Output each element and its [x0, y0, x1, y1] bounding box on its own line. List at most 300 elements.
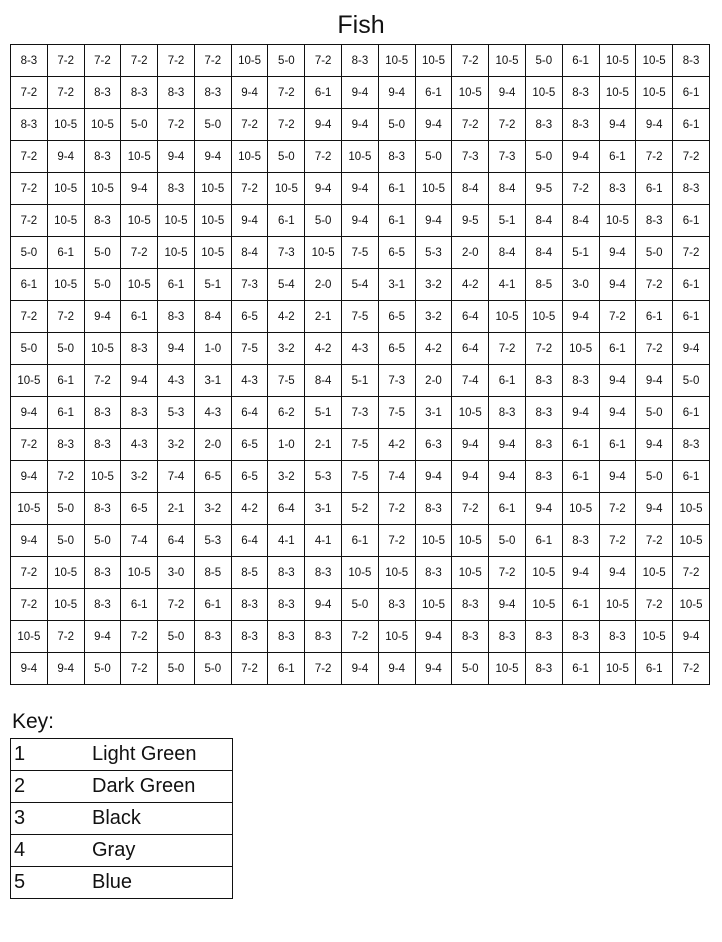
grid-cell: 7-2 [489, 109, 526, 141]
grid-cell: 10-5 [415, 589, 452, 621]
grid-cell: 5-1 [342, 365, 379, 397]
grid-cell: 6-4 [452, 301, 489, 333]
grid-cell: 6-5 [194, 461, 231, 493]
grid-cell: 3-2 [194, 493, 231, 525]
grid-cell: 8-3 [84, 493, 121, 525]
key-color-name: Light Green [84, 739, 233, 771]
grid-cell: 10-5 [194, 237, 231, 269]
grid-row [11, 493, 710, 525]
key-color-name: Gray [84, 835, 233, 867]
grid-cell: 7-2 [452, 45, 489, 77]
grid-cell: 9-4 [489, 77, 526, 109]
grid-cell: 10-5 [231, 141, 268, 173]
grid-cell: 6-1 [562, 589, 599, 621]
grid-cell: 9-4 [489, 461, 526, 493]
grid-cell: 5-3 [194, 525, 231, 557]
grid-cell: 9-4 [121, 365, 158, 397]
grid-cell: 10-5 [84, 461, 121, 493]
grid-cell: 5-4 [268, 269, 305, 301]
grid-row [11, 525, 710, 557]
grid-row [11, 589, 710, 621]
grid-cell: 8-4 [525, 205, 562, 237]
grid-cell: 10-5 [415, 45, 452, 77]
grid-cell: 2-0 [194, 429, 231, 461]
grid-cell: 6-3 [415, 429, 452, 461]
grid-cell: 2-1 [158, 493, 195, 525]
grid-cell: 8-3 [268, 557, 305, 589]
grid-cell: 5-0 [305, 205, 342, 237]
grid-cell: 6-5 [231, 301, 268, 333]
grid-cell: 10-5 [342, 141, 379, 173]
grid-cell: 8-4 [562, 205, 599, 237]
grid-cell: 9-4 [342, 77, 379, 109]
grid-cell: 7-2 [342, 621, 379, 653]
grid-cell: 10-5 [121, 269, 158, 301]
grid-cell: 4-2 [452, 269, 489, 301]
grid-cell: 9-4 [11, 525, 48, 557]
grid-cell: 7-2 [47, 77, 84, 109]
grid-cell: 2-1 [305, 301, 342, 333]
grid-cell: 8-3 [11, 109, 48, 141]
grid-cell: 7-2 [158, 45, 195, 77]
grid-cell: 8-4 [489, 173, 526, 205]
grid-cell: 9-4 [342, 173, 379, 205]
grid-cell: 10-5 [452, 77, 489, 109]
grid-cell: 3-2 [121, 461, 158, 493]
grid-cell: 3-2 [158, 429, 195, 461]
grid-cell: 10-5 [489, 653, 526, 685]
grid-cell: 3-1 [378, 269, 415, 301]
grid-cell: 7-2 [11, 77, 48, 109]
grid-cell: 7-3 [231, 269, 268, 301]
grid-cell: 8-3 [562, 365, 599, 397]
grid-cell: 9-4 [305, 589, 342, 621]
grid-cell: 8-3 [84, 397, 121, 429]
grid-cell: 5-0 [158, 621, 195, 653]
grid-cell: 10-5 [636, 45, 673, 77]
grid-cell: 8-3 [84, 205, 121, 237]
grid-cell: 9-4 [11, 461, 48, 493]
grid-cell: 10-5 [599, 205, 636, 237]
grid-cell: 6-1 [194, 589, 231, 621]
grid-cell: 10-5 [599, 77, 636, 109]
grid-cell: 9-4 [489, 589, 526, 621]
grid-cell: 6-5 [378, 333, 415, 365]
grid-cell: 7-2 [47, 301, 84, 333]
grid-cell: 7-2 [673, 141, 710, 173]
grid-cell: 7-2 [525, 333, 562, 365]
puzzle-grid [10, 44, 710, 685]
grid-cell: 9-4 [636, 429, 673, 461]
grid-cell: 7-2 [636, 525, 673, 557]
grid-cell: 9-4 [636, 109, 673, 141]
grid-cell: 9-4 [599, 269, 636, 301]
grid-cell: 6-1 [562, 653, 599, 685]
grid-cell: 10-5 [452, 557, 489, 589]
grid-cell: 8-3 [84, 557, 121, 589]
grid-cell: 9-4 [415, 461, 452, 493]
grid-cell: 10-5 [47, 269, 84, 301]
grid-cell: 4-3 [194, 397, 231, 429]
grid-cell: 5-0 [11, 333, 48, 365]
grid-cell: 9-4 [342, 205, 379, 237]
grid-cell: 10-5 [121, 141, 158, 173]
grid-cell: 5-1 [194, 269, 231, 301]
grid-cell: 7-3 [342, 397, 379, 429]
grid-cell: 9-4 [415, 205, 452, 237]
grid-cell: 8-3 [11, 45, 48, 77]
grid-cell: 9-5 [452, 205, 489, 237]
grid-cell: 7-2 [194, 45, 231, 77]
grid-cell: 10-5 [305, 237, 342, 269]
grid-cell: 4-3 [158, 365, 195, 397]
grid-cell: 5-0 [525, 45, 562, 77]
grid-cell: 7-2 [673, 237, 710, 269]
grid-cell: 10-5 [194, 205, 231, 237]
grid-cell: 10-5 [525, 77, 562, 109]
grid-cell: 7-5 [268, 365, 305, 397]
grid-cell: 7-2 [11, 557, 48, 589]
grid-cell: 8-3 [636, 205, 673, 237]
grid-cell: 7-2 [11, 141, 48, 173]
grid-cell: 5-0 [84, 525, 121, 557]
grid-cell: 9-4 [599, 557, 636, 589]
grid-cell: 10-5 [47, 205, 84, 237]
grid-row [11, 557, 710, 589]
grid-cell: 9-4 [158, 141, 195, 173]
grid-cell: 6-5 [121, 493, 158, 525]
grid-cell: 7-2 [231, 653, 268, 685]
grid-cell: 7-2 [121, 653, 158, 685]
grid-cell: 5-0 [636, 237, 673, 269]
grid-cell: 6-1 [562, 461, 599, 493]
grid-cell: 9-4 [415, 653, 452, 685]
grid-cell: 8-3 [525, 429, 562, 461]
grid-cell: 9-4 [562, 397, 599, 429]
grid-cell: 2-0 [305, 269, 342, 301]
key-number: 4 [11, 835, 85, 867]
grid-cell: 7-2 [121, 237, 158, 269]
grid-cell: 10-5 [636, 621, 673, 653]
grid-cell: 10-5 [452, 397, 489, 429]
key-number: 2 [11, 771, 85, 803]
grid-cell: 8-3 [673, 429, 710, 461]
grid-row [11, 429, 710, 461]
grid-cell: 9-4 [415, 621, 452, 653]
grid-cell: 5-0 [194, 109, 231, 141]
grid-cell: 3-2 [268, 461, 305, 493]
grid-cell: 5-2 [342, 493, 379, 525]
grid-cell: 6-4 [231, 525, 268, 557]
grid-cell: 6-1 [489, 365, 526, 397]
grid-cell: 8-3 [673, 173, 710, 205]
key-row [11, 803, 233, 835]
grid-cell: 2-0 [452, 237, 489, 269]
grid-cell: 7-2 [599, 301, 636, 333]
grid-cell: 5-0 [268, 45, 305, 77]
grid-cell: 5-0 [342, 589, 379, 621]
grid-cell: 8-3 [562, 109, 599, 141]
grid-cell: 10-5 [562, 493, 599, 525]
grid-cell: 10-5 [47, 589, 84, 621]
grid-cell: 10-5 [673, 525, 710, 557]
grid-cell: 8-3 [525, 653, 562, 685]
grid-cell: 10-5 [378, 621, 415, 653]
grid-cell: 7-2 [305, 653, 342, 685]
grid-cell: 10-5 [673, 589, 710, 621]
grid-cell: 8-3 [378, 141, 415, 173]
grid-cell: 6-1 [673, 461, 710, 493]
grid-cell: 7-2 [11, 205, 48, 237]
grid-cell: 10-5 [47, 173, 84, 205]
grid-cell: 4-1 [268, 525, 305, 557]
grid-cell: 10-5 [11, 621, 48, 653]
grid-cell: 8-3 [231, 589, 268, 621]
grid-cell: 9-4 [599, 365, 636, 397]
grid-cell: 8-3 [525, 365, 562, 397]
grid-cell: 5-3 [415, 237, 452, 269]
grid-cell: 8-3 [378, 589, 415, 621]
grid-cell: 6-1 [673, 205, 710, 237]
grid-row [11, 333, 710, 365]
grid-cell: 9-4 [231, 77, 268, 109]
grid-row [11, 205, 710, 237]
grid-cell: 6-1 [268, 205, 305, 237]
grid-cell: 10-5 [11, 493, 48, 525]
grid-cell: 9-4 [489, 429, 526, 461]
grid-row [11, 237, 710, 269]
grid-cell: 7-2 [158, 109, 195, 141]
grid-cell: 6-2 [268, 397, 305, 429]
grid-cell: 8-5 [231, 557, 268, 589]
grid-cell: 4-3 [342, 333, 379, 365]
grid-cell: 6-1 [673, 269, 710, 301]
grid-cell: 10-5 [121, 557, 158, 589]
grid-cell: 7-2 [378, 493, 415, 525]
grid-cell: 7-2 [673, 557, 710, 589]
grid-cell: 5-0 [84, 237, 121, 269]
grid-cell: 7-2 [305, 141, 342, 173]
grid-cell: 7-3 [452, 141, 489, 173]
grid-cell: 8-4 [452, 173, 489, 205]
grid-cell: 8-3 [84, 141, 121, 173]
grid-cell: 10-5 [525, 589, 562, 621]
grid-row [11, 461, 710, 493]
grid-cell: 10-5 [636, 77, 673, 109]
grid-cell: 8-3 [489, 621, 526, 653]
grid-cell: 8-3 [562, 621, 599, 653]
grid-cell: 8-3 [268, 621, 305, 653]
grid-cell: 10-5 [194, 173, 231, 205]
grid-cell: 9-5 [525, 173, 562, 205]
grid-row [11, 45, 710, 77]
grid-cell: 3-0 [158, 557, 195, 589]
grid-cell: 7-2 [47, 461, 84, 493]
grid-cell: 8-3 [599, 621, 636, 653]
grid-cell: 5-0 [489, 525, 526, 557]
grid-cell: 5-1 [562, 237, 599, 269]
grid-cell: 6-1 [268, 653, 305, 685]
grid-cell: 7-5 [342, 461, 379, 493]
grid-cell: 8-3 [121, 77, 158, 109]
key-number: 5 [11, 867, 85, 899]
grid-cell: 9-4 [47, 141, 84, 173]
grid-cell: 8-3 [268, 589, 305, 621]
grid-cell: 10-5 [268, 173, 305, 205]
key-row [11, 867, 233, 899]
grid-cell: 8-5 [194, 557, 231, 589]
grid-cell: 9-4 [525, 493, 562, 525]
grid-cell: 8-3 [452, 621, 489, 653]
grid-cell: 9-4 [342, 653, 379, 685]
key-row [11, 771, 233, 803]
grid-cell: 6-1 [673, 397, 710, 429]
grid-cell: 8-3 [489, 397, 526, 429]
grid-cell: 8-3 [673, 45, 710, 77]
grid-cell: 7-2 [158, 589, 195, 621]
grid-row [11, 397, 710, 429]
grid-cell: 9-4 [11, 653, 48, 685]
grid-cell: 8-4 [305, 365, 342, 397]
grid-cell: 7-2 [268, 109, 305, 141]
grid-cell: 5-0 [636, 397, 673, 429]
grid-cell: 4-2 [415, 333, 452, 365]
grid-cell: 9-4 [415, 109, 452, 141]
grid-cell: 8-3 [194, 621, 231, 653]
grid-row [11, 109, 710, 141]
grid-cell: 8-3 [194, 77, 231, 109]
grid-cell: 5-0 [525, 141, 562, 173]
grid-cell: 4-2 [378, 429, 415, 461]
grid-cell: 6-1 [47, 237, 84, 269]
grid-cell: 10-5 [84, 109, 121, 141]
grid-cell: 10-5 [452, 525, 489, 557]
grid-cell: 4-1 [489, 269, 526, 301]
grid-cell: 9-4 [599, 237, 636, 269]
grid-cell: 9-4 [599, 397, 636, 429]
grid-cell: 8-3 [415, 493, 452, 525]
grid-cell: 9-4 [599, 109, 636, 141]
page-title: Fish [337, 11, 385, 39]
grid-cell: 8-3 [305, 557, 342, 589]
grid-cell: 7-2 [84, 365, 121, 397]
grid-cell: 10-5 [231, 45, 268, 77]
grid-cell: 6-1 [415, 77, 452, 109]
grid-cell: 3-1 [194, 365, 231, 397]
grid-cell: 8-4 [525, 237, 562, 269]
grid-cell: 10-5 [489, 301, 526, 333]
key-color-name: Dark Green [84, 771, 233, 803]
grid-cell: 5-0 [47, 493, 84, 525]
grid-cell: 7-5 [342, 301, 379, 333]
grid-cell: 9-4 [84, 621, 121, 653]
grid-cell: 6-1 [599, 429, 636, 461]
grid-cell: 7-2 [636, 269, 673, 301]
grid-cell: 10-5 [415, 173, 452, 205]
grid-cell: 8-4 [194, 301, 231, 333]
grid-cell: 9-4 [636, 365, 673, 397]
grid-cell: 3-1 [305, 493, 342, 525]
grid-cell: 10-5 [378, 45, 415, 77]
grid-cell: 7-2 [47, 621, 84, 653]
grid-cell: 9-4 [452, 461, 489, 493]
grid-cell: 5-1 [489, 205, 526, 237]
grid-cell: 6-1 [378, 205, 415, 237]
grid-cell: 6-1 [673, 301, 710, 333]
grid-cell: 9-4 [378, 77, 415, 109]
key-row [11, 835, 233, 867]
grid-cell: 5-0 [378, 109, 415, 141]
grid-row [11, 301, 710, 333]
grid-row [11, 173, 710, 205]
grid-cell: 9-4 [158, 333, 195, 365]
grid-cell: 8-3 [599, 173, 636, 205]
grid-cell: 7-2 [673, 653, 710, 685]
grid-cell: 6-5 [231, 461, 268, 493]
grid-cell: 10-5 [489, 45, 526, 77]
grid-cell: 2-1 [305, 429, 342, 461]
grid-cell: 10-5 [673, 493, 710, 525]
grid-cell: 9-4 [452, 429, 489, 461]
grid-cell: 10-5 [599, 589, 636, 621]
grid-row [11, 141, 710, 173]
key-number: 1 [11, 739, 85, 771]
grid-cell: 6-1 [305, 77, 342, 109]
grid-cell: 7-2 [636, 589, 673, 621]
grid-cell: 5-0 [84, 269, 121, 301]
grid-cell: 10-5 [84, 173, 121, 205]
grid-cell: 10-5 [415, 525, 452, 557]
grid-cell: 6-5 [378, 301, 415, 333]
grid-row [11, 653, 710, 685]
grid-cell: 9-4 [121, 173, 158, 205]
grid-cell: 8-4 [489, 237, 526, 269]
grid-cell: 8-3 [158, 173, 195, 205]
grid-cell: 3-1 [415, 397, 452, 429]
grid-cell: 8-3 [562, 525, 599, 557]
grid-cell: 5-0 [121, 109, 158, 141]
grid-cell: 7-2 [562, 173, 599, 205]
grid-cell: 9-4 [305, 109, 342, 141]
grid-cell: 5-0 [194, 653, 231, 685]
grid-cell: 10-5 [84, 333, 121, 365]
grid-cell: 6-1 [47, 365, 84, 397]
grid-cell: 9-4 [599, 461, 636, 493]
grid-cell: 7-2 [599, 493, 636, 525]
grid-cell: 5-0 [415, 141, 452, 173]
grid-cell: 10-5 [525, 301, 562, 333]
grid-cell: 7-2 [11, 429, 48, 461]
grid-cell: 9-4 [194, 141, 231, 173]
grid-cell: 7-2 [11, 173, 48, 205]
grid-cell: 9-4 [673, 333, 710, 365]
grid-cell: 7-2 [636, 333, 673, 365]
grid-cell: 7-4 [378, 461, 415, 493]
grid-cell: 7-2 [489, 557, 526, 589]
grid-cell: 8-3 [121, 397, 158, 429]
grid-cell: 3-0 [562, 269, 599, 301]
grid-cell: 10-5 [562, 333, 599, 365]
grid-cell: 7-2 [452, 493, 489, 525]
grid-cell: 4-2 [231, 493, 268, 525]
grid-cell: 6-1 [599, 141, 636, 173]
grid-cell: 9-4 [562, 301, 599, 333]
grid-cell: 4-1 [305, 525, 342, 557]
grid-cell: 5-0 [84, 653, 121, 685]
grid-cell: 4-2 [268, 301, 305, 333]
grid-cell: 6-1 [342, 525, 379, 557]
grid-cell: 5-1 [305, 397, 342, 429]
